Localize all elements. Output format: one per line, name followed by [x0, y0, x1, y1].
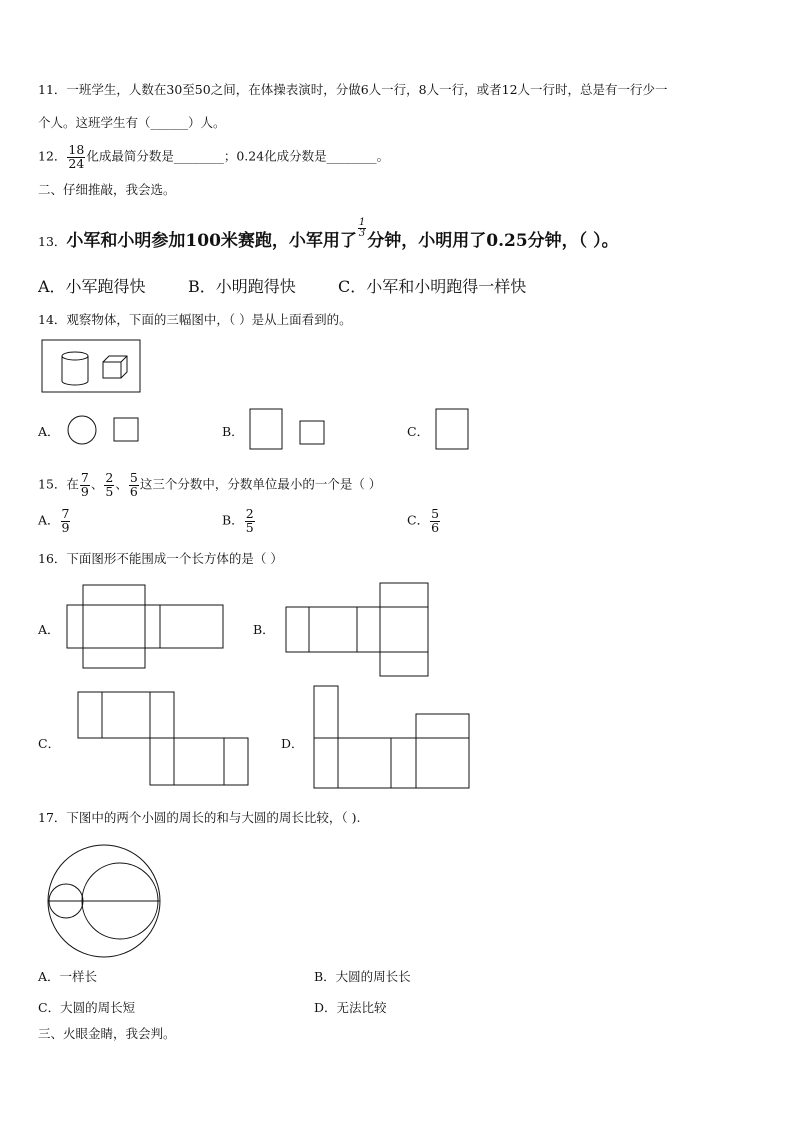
q14-option-a[interactable]: A．: [38, 424, 60, 439]
q15-option-b[interactable]: B． $\frac{2}{5}$: [222, 506, 254, 535]
q13-option-c[interactable]: C．小军和小明跑得一样快: [338, 277, 527, 296]
fraction: $\frac{1}{3}$: [358, 217, 366, 239]
q13-option-a[interactable]: A．小军跑得快: [38, 277, 146, 296]
q16-line: 16．下面图形不能围成一个长方体的是（ ）: [38, 551, 283, 566]
q17-option-a[interactable]: A．一样长: [38, 969, 98, 984]
q16-option-a[interactable]: A．: [38, 622, 60, 637]
q17-option-d[interactable]: D．无法比较: [314, 1000, 387, 1015]
q16-option-d[interactable]: D．: [281, 736, 304, 751]
q16-option-b[interactable]: B．: [253, 622, 275, 637]
q15-line: 15．在 $\frac{7}{9}$ 、 $\frac{2}{5}$ 、 $\frac{5}{6}$ 这三个分数中，分数单位最小的一个是（ ）: [38, 470, 382, 499]
q15-option-c[interactable]: C． $\frac{5}{6}$: [407, 506, 440, 535]
q17-option-b[interactable]: B．大圆的周长长: [314, 969, 411, 984]
q13-line: 13．小军和小明参加100米赛跑，小军用了 $\frac{1}{3}$ 分钟，小明用了0.25分钟，（ ）。: [38, 217, 619, 251]
q17-line: 17．下图中的两个小圆的周长的和与大圆的周长比较，（ ).: [38, 810, 361, 825]
fraction: $\frac{5}{6}$: [129, 470, 138, 499]
section3-heading: 三、火眼金睛，我会判。: [38, 1026, 176, 1041]
q17-option-c[interactable]: C．大圆的周长短: [38, 1000, 136, 1015]
q11-line2: 个人。这班学生有（______）人。: [38, 115, 226, 130]
fraction: $\frac{18}{24}$: [68, 142, 85, 171]
q14-option-c[interactable]: C．: [407, 424, 430, 439]
q12-line: 12． $\frac{18}{24}$ 化成最简分数是________；0.24化成分数是________。: [38, 142, 390, 171]
fraction: $\frac{7}{9}$: [80, 470, 89, 499]
section2-heading: 二、仔细推敲，我会选。: [38, 182, 176, 197]
q14-option-b[interactable]: B．: [222, 424, 244, 439]
fraction: $\frac{2}{5}$: [245, 506, 254, 535]
q13-option-b[interactable]: B．小明跑得快: [188, 277, 296, 296]
fraction: $\frac{7}{9}$: [61, 506, 70, 535]
fraction: $\frac{5}{6}$: [431, 506, 440, 535]
q14-line: 14．观察物体，下面的三幅图中，（ ）是从上面看到的。: [38, 312, 352, 327]
q11-line1: 11．一班学生，人数在30至50之间，在体操表演时，分做6人一行，8人一行，或者12人一行时，总是有一行少一: [38, 82, 668, 97]
fraction: $\frac{2}{5}$: [105, 470, 114, 499]
q15-option-a[interactable]: A． $\frac{7}{9}$: [38, 506, 70, 535]
q16-option-c[interactable]: C．: [38, 736, 61, 751]
